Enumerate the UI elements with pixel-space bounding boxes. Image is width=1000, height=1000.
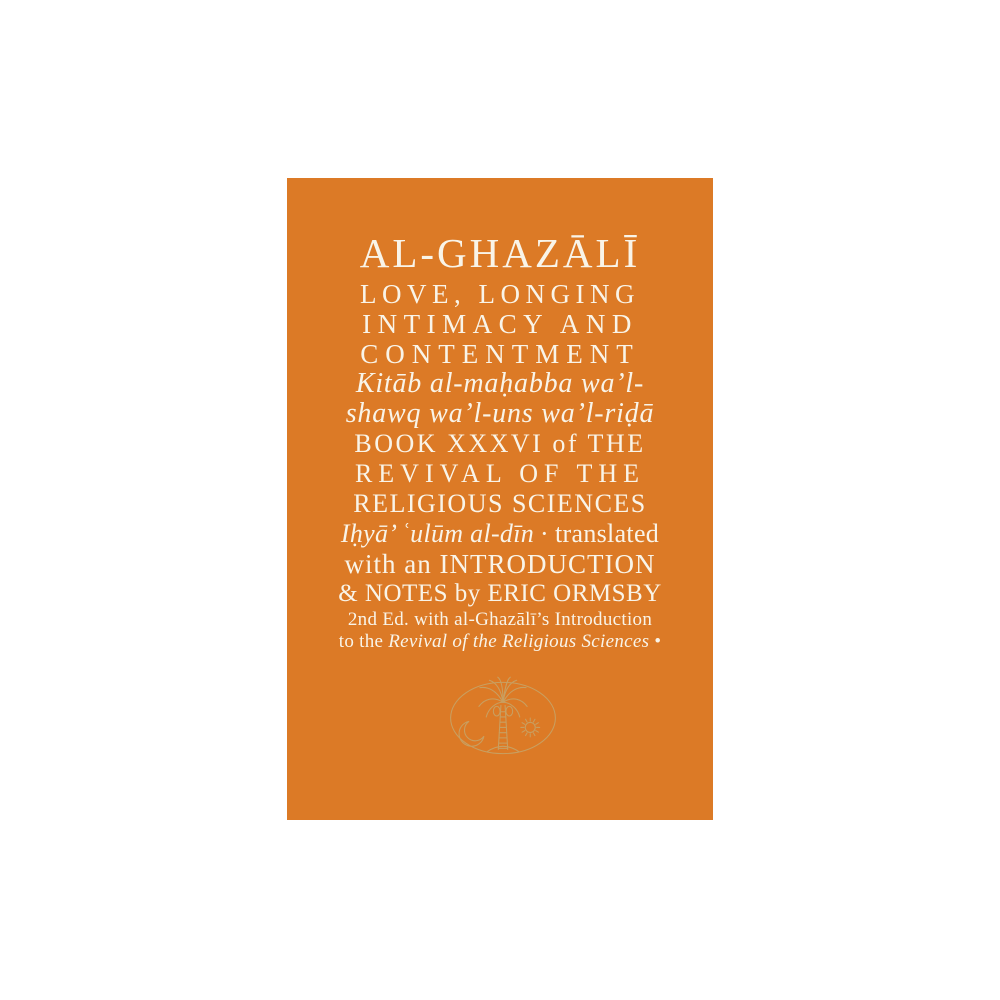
publisher-palm-logo [440,674,566,762]
palm-tree-icon [479,677,527,751]
book-cover [287,178,713,820]
edition-roman-text: to the [338,631,384,652]
arabic-title-line-1: Kitāb al-maḥabba wa’l- [355,368,645,399]
ihya-arabic-text: Iḥyā’ ʿulūm al-dīn [340,519,535,548]
translator-line-1: with an INTRODUCTION [344,549,656,579]
series-line-3: RELIGIOUS SCIENCES [353,489,647,518]
cover-text-block [287,230,713,653]
translator-line-2: & NOTES by ERIC ORMSBY [338,580,662,607]
arabic-title-line-2: shawq wa’l-uns wa’l-riḍā [345,398,655,429]
book-title-line-1: LOVE, LONGING [360,279,640,309]
author-title: AL-GHAZĀLĪ [359,230,641,276]
series-line-1: BOOK XXXVI of THE [354,429,646,458]
crescent-moon-icon [459,721,484,746]
translated-text: translated [555,519,660,548]
middle-dot-separator: · [540,519,550,548]
series-line-2: REVIVAL OF THE [354,459,646,488]
end-bullet: • [654,631,662,652]
book-title-line-2: INTIMACY AND [362,309,638,339]
revival-italic-text: Revival of the Religious Sciences [388,631,650,652]
edition-line-1: 2nd Ed. with al-Ghazālī’s Introduction [347,609,653,630]
sun-icon [521,718,540,737]
ihya-translated-line [287,519,713,549]
book-title-line-3: CONTENTMENT [360,339,640,369]
edition-line-2 [287,631,713,653]
